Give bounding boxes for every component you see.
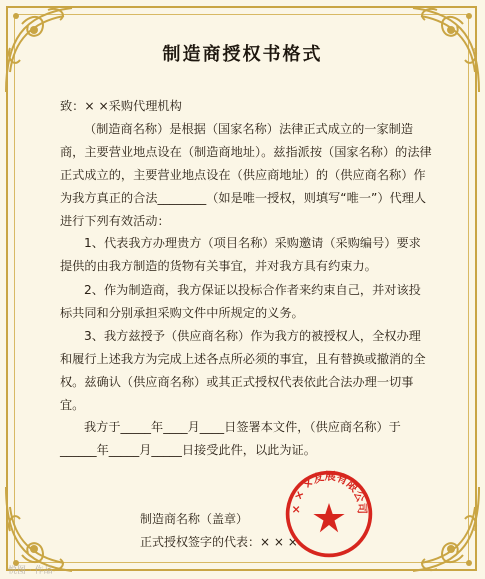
item-2-text: 2、作为制造商，我方保证以投标合作者来约束自己，并对该投标共同和分别承担采购文件中所规定的义务。 xyxy=(60,283,421,320)
item-3-paragraph xyxy=(60,325,432,417)
manufacturer-signature-line: 制造商名称（盖章） xyxy=(140,512,249,526)
closing-paragraph xyxy=(60,416,432,462)
company-seal-icon xyxy=(283,468,375,560)
intro-text: （制造商名称）是根据（国家名称）法律正式成立的一家制造商，主要营业地点设在（制造商地址）。兹指派按（国家名称）的法律正式成立的，主要营业地点设在（供应商地址）的（供应商名称）作为我方真正的合法________（如是唯一授权，则填写“唯一”）代理人进行下列有效活动： xyxy=(60,122,432,228)
document-title: 制造商授权书格式 xyxy=(162,44,323,65)
closing-text: 我方于_____年____月____日签署本文件，（供应商名称）于______年_____月_____日接受此件，以此为证。 xyxy=(60,420,401,457)
corner-ornament-icon xyxy=(388,482,483,577)
item-3-text: 3、我方兹授予（供应商名称）作为我方的被授权人，全权办理和履行上述我方为完成上述各点所必须的事宜，且有替换或撤消的全权。兹确认（供应商名称）或其正式授权代表依此合法办理一切事宜。 xyxy=(60,329,426,412)
item-1-paragraph xyxy=(60,232,432,278)
item-2-paragraph xyxy=(60,279,432,325)
seal-text: × × ×发展有限公司 xyxy=(289,469,369,515)
item-1-text: 1、代表我方办理贵方（项目名称）采购邀请（采购编号）要求提供的由我方制造的货物有关事宜，并对我方具有约束力。 xyxy=(60,236,421,273)
authorized-representative-line: 正式授权签字的代表：× × × xyxy=(140,535,298,549)
addressee-line: 致：× ×采购代理机构 xyxy=(60,99,182,113)
intro-paragraph xyxy=(60,118,432,233)
watermark-text: 悦图 · 作品 xyxy=(8,566,53,576)
